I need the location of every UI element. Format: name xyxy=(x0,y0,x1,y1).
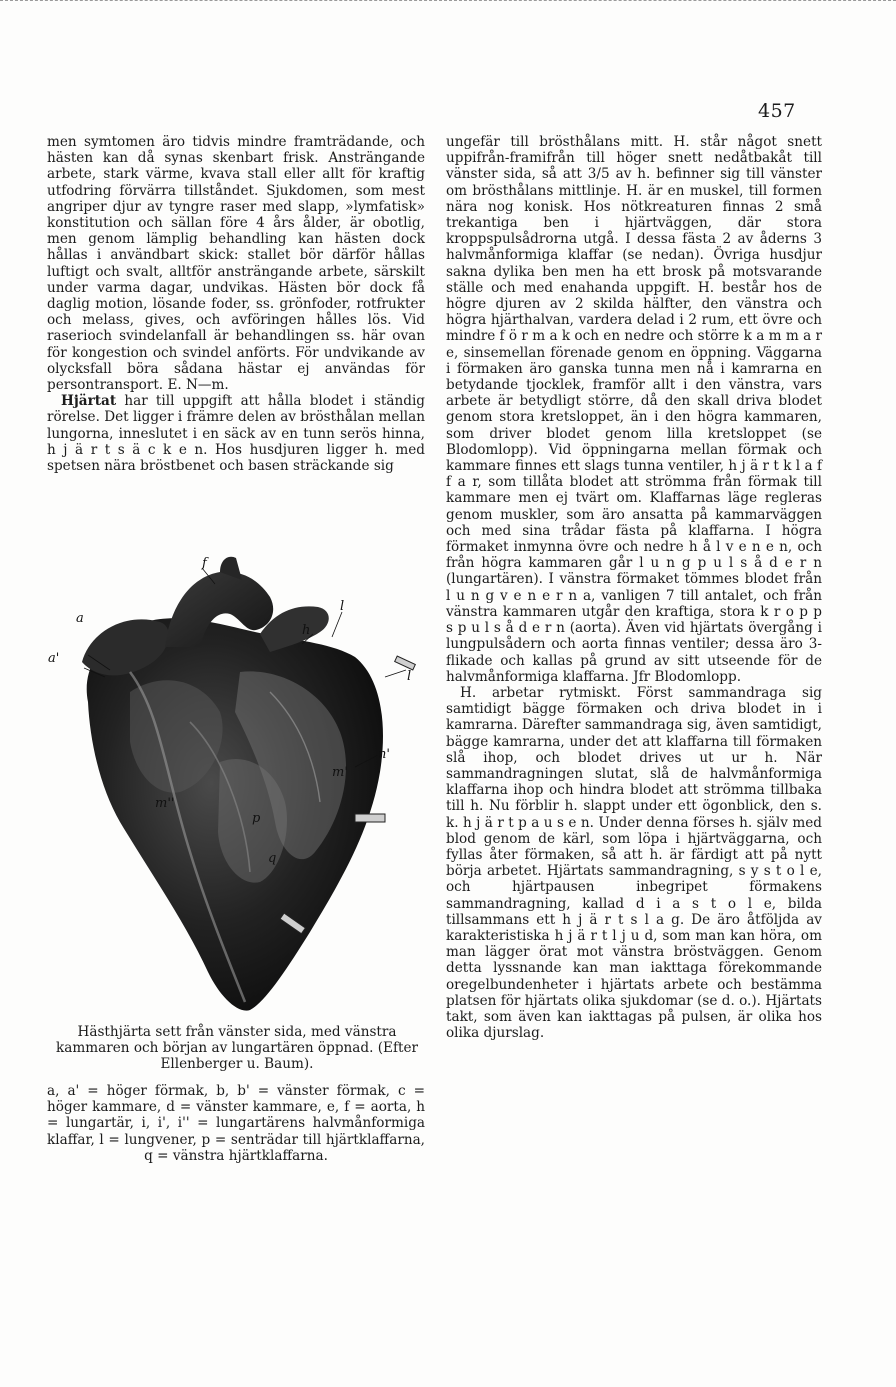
paragraph-hjartat xyxy=(47,393,425,474)
figure-label: n' xyxy=(378,747,390,762)
figure-label: a' xyxy=(48,651,60,666)
figure-label: l xyxy=(407,669,412,684)
left-column xyxy=(47,134,425,474)
figure-legend: a, a' = höger förmak, b, b' = vänster förmak, c = höger kammare, d = vänster kammare, e, f = aorta, h = lungartär, i, i', i'' = lungartärens halvmånformiga klaffar, l = lungvener, p = senträdar till hjärtklaffarna, q = vänstra hjärtklaffarna. xyxy=(47,1083,425,1164)
top-border xyxy=(0,0,896,3)
figure-label: m'' xyxy=(155,796,175,811)
pin xyxy=(355,814,385,822)
figure-label: f xyxy=(202,556,207,571)
pin xyxy=(395,656,416,670)
paragraph-text: har till uppgift att hålla blodet i ständig rörelse. Det ligger i främre delen av brösthålan mellan lungorna, inneslutet i en säck av en tunn serös hinna, h j ä r t s ä c k e n. Hos husdjuren ligger h. med spetsen nära bröstbenet och basen sträckande sig xyxy=(47,393,426,475)
figure-label: m' xyxy=(332,765,348,780)
figure-label: l xyxy=(340,599,345,614)
figure-label: a xyxy=(76,611,84,626)
figure-caption: Hästhjärta sett från vänster sida, med vänstra kammaren och början av lungartären öppnad. (Efter Ellenberger u. Baum). xyxy=(55,1024,418,1073)
entry-headword: Hjärtat xyxy=(61,393,117,410)
figure-label: h xyxy=(302,623,311,638)
paragraph: ungefär till brösthålans mitt. H. står något snett uppifrån-framifrån till höger snett nedåtbakåt till vänster sida, så att 3/5 av h. befinner sig till vänster om brösthålans mittlinje. H. är en muskel, till formen nära nog konisk. Hos nötkreaturen finnas 2 små trekantiga ben i hjärtväggen, där stora kroppspulsådrorna utgå. I dessa fästa 2 av åderns 3 halvmånformiga klaffar (se nedan). Övriga husdjur sakna dylika ben men ha ett brosk på motsvarande ställe och med enahanda uppgift. H. består hos de högre djuren av 2 skilda hälfter, den vänstra och högra hjärthalvan, vardera delad i 2 rum, ett övre och mindre f ö r m a k och en nedre och större k a m m a r e, sinsemellan förenade genom en öppning. Väggarna i förmaken äro ganska tunna men nå i kamrarna en betydande tjocklek, framför allt i den vänstra, vars arbete är betydligt större, då den skall driva blodet genom stora kretsloppet, än i den högra kammaren, som driver blodet genom lilla kretsloppet (se Blodomlopp). Vid öppningarna mellan förmak och kammare finnes ett slags tunna ventiler, h j ä r t k l a f f a r, som tillåta blodet att strömma från förmak till kammare men ej tvärt om. Klaffarnas läge regleras genom muskler, som äro ansatta på kammarväggen och med sina trådar fästa på klaffarna. I högra förmaket inmynna övre och nedre h å l v e n e n, och från högra kammaren går l u n g p u l s å d e r n (lungartären). I vänstra förmaket tömmes blodet från l u n g v e n e r n a, vanligen 7 till antalet, och från vänstra kammaren utgår den kraftiga, stora k r o p p s p u l s å d e r n (aorta). Även vid hjärtats övergång i lungpulsådern och aorta finnas ventiler; dessa äro 3-flikade och kallas på grund av sitt utseende för de halvmånformiga klaffarna. Jfr Blodomlopp. xyxy=(446,134,822,685)
paragraph: men symtomen äro tidvis mindre framträdande, och hästen kan då synas skenbart frisk. Ansträngande arbete, stark värme, kvava stall eller allt för kraftig utfodring förvärra tillståndet. Sjukdomen, som mest angriper djur av tyngre raser med slapp, »lymfatisk» konstitution och sällan före 4 års ålder, är obotlig, men genom lämplig behandling kan hästen dock hållas i användbart skick: stallet bör därför hållas luftigt och svalt, alltför ansträngande arbete, särskilt under varma dagar, undvikas. Hästen bör dock få daglig motion, lösande foder, ss. grönfoder, rotfrukter och melass, gives, och avföringen hålles lös. Vid raserioch svindelanfall är behandlingen ss. här ovan för kongestion och svindel anförts. För undvikande av olycksfall böra sådana hästar ej användas för persontransport. E. N—m. xyxy=(47,134,425,394)
figure-label: q xyxy=(268,851,277,866)
heart-illustration xyxy=(48,552,425,1014)
page-number: 457 xyxy=(758,100,796,122)
right-column xyxy=(446,134,822,1041)
figure-label: p xyxy=(252,811,261,826)
paragraph: H. arbetar rytmiskt. Först sammandraga sig samtidigt bägge förmaken och driva blodet in i kamrarna. Därefter sammandraga sig, även samtidigt, bägge kamrarna, under det att klaffarna till förmaken slå ihop, och blodet drives ut ur h. När sammandragningen slutat, slå de halvmånformiga klaffarna ihop och hindra blodet att strömma tillbaka till h. Nu förblir h. slappt under ett ögonblick, den s. k. h j ä r t p a u s e n. Under denna förses h. själv med blod genom de kärl, som löpa i hjärtväggarna, och fyllas åter förmaken, så att h. är färdigt att på nytt börja arbetet. Hjärtats sammandragning, s y s t o l e, och hjärtpausen inbegripet förmakens sammandragning, kallad d i a s t o l e, bilda tillsammans ett h j ä r t s l a g. De äro åtföljda av karakteristiska h j ä r t l j u d, som man kan höra, om man lägger örat mot vänstra bröstväggen. Genom detta lyssnande kan man iakttaga förekommande oregelbundenheter i hjärtats arbete och bestämma platsen för hjärtats olika sjukdomar (se d. o.). Hjärtats takt, som även kan iakttagas på pulsen, är olika hos olika djurslag. xyxy=(446,684,822,1042)
